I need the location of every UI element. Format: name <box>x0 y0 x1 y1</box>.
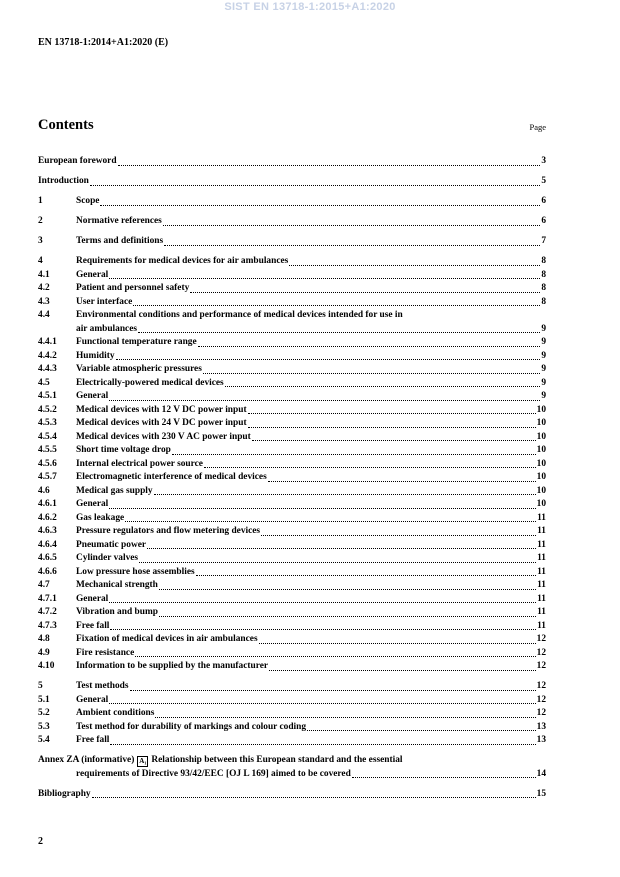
toc-entry[interactable] <box>38 269 546 283</box>
page-column-label: Page <box>529 122 546 132</box>
toc-entry-page: 8 <box>541 296 546 307</box>
toc-entry-text: Introduction <box>38 176 89 186</box>
toc-entry-text: Fire resistance <box>76 647 135 658</box>
toc-entry-text: General <box>76 391 109 401</box>
toc-entry-text: Low pressure hose assemblies <box>76 566 195 577</box>
dot-leader <box>289 265 540 266</box>
toc-entry-page: 8 <box>541 269 546 280</box>
toc-entry[interactable] <box>38 579 546 593</box>
toc-entry[interactable] <box>38 363 546 377</box>
toc-entry-page: 8 <box>541 256 546 266</box>
toc-entry[interactable] <box>38 155 546 169</box>
toc-entry-text: Test method for durability of markings and colour coding <box>76 721 307 732</box>
toc-entry-page: 10 <box>536 404 546 415</box>
toc-entry-page: 10 <box>536 458 546 469</box>
dot-leader <box>225 386 541 387</box>
toc-entry-page: 6 <box>541 196 546 206</box>
dot-leader <box>154 494 536 495</box>
dot-leader <box>130 690 536 691</box>
dot-leader <box>109 703 535 704</box>
watermark: SIST EN 13718-1:2015+A1:2020 <box>224 1 396 13</box>
toc-entry-number: 5.2 <box>38 708 50 718</box>
toc-entry-page: 12 <box>536 647 546 658</box>
toc-entry-page: 10 <box>536 485 546 496</box>
toc-entry[interactable] <box>38 336 546 350</box>
toc-entry-number: 4.7.3 <box>38 620 57 631</box>
dot-leader <box>118 165 541 166</box>
toc-entry-page: 10 <box>536 445 546 455</box>
toc-entry-text: Mechanical strength <box>76 580 158 590</box>
toc-entry-number: 4.5 <box>38 377 50 388</box>
toc-entry-number: 4.7.2 <box>38 607 57 617</box>
dot-leader <box>248 427 536 428</box>
toc-entry-text: Medical devices with 24 V DC power input <box>76 418 247 428</box>
toc-entry-number: 4.1 <box>38 269 50 280</box>
toc-entry-number: 4.6.1 <box>38 499 57 509</box>
toc-entry[interactable] <box>38 552 546 566</box>
toc-entry-text: Ambient conditions <box>76 708 155 718</box>
dot-leader <box>203 373 540 374</box>
toc-entry-page: 12 <box>536 708 546 718</box>
toc-entry-text: Gas leakage <box>76 512 125 523</box>
toc-entry[interactable] <box>38 417 546 431</box>
toc-entry-page: 11 <box>537 566 546 577</box>
dot-leader <box>268 481 536 482</box>
toc-entry-text: Short time voltage drop <box>76 445 171 455</box>
toc-entry[interactable] <box>38 633 546 647</box>
dot-leader <box>92 797 536 798</box>
toc-entry-text: European foreword <box>38 156 117 166</box>
toc-entry-page: 9 <box>541 377 546 388</box>
toc-entry-number: 4.5.5 <box>38 445 57 455</box>
toc-entry[interactable] <box>38 694 546 708</box>
toc-entry-text: Humidity <box>76 350 115 361</box>
toc-entry-text: Free fall <box>76 620 110 631</box>
toc-entry-text: General <box>76 694 109 705</box>
toc-entry-text: Free fall <box>76 735 110 745</box>
toc-entry-number: 4.6.3 <box>38 526 57 536</box>
toc-entry-page: 15 <box>536 788 546 799</box>
document-header: EN 13718-1:2014+A1:2020 (E) <box>38 37 169 48</box>
toc-entry-text: Information to be supplied by the manufacturer <box>76 661 269 671</box>
dot-leader <box>125 521 536 522</box>
dot-leader <box>159 589 536 590</box>
toc-entry-number: 4.7.1 <box>38 593 57 604</box>
toc-entry-text: Medical gas supply <box>76 485 153 496</box>
toc-entry-text: General <box>76 499 109 509</box>
toc-entry[interactable] <box>38 195 546 209</box>
toc-entry[interactable] <box>38 458 546 472</box>
page-title: Contents <box>38 117 94 133</box>
toc-entry-number: 4.3 <box>38 296 50 307</box>
toc-entry-number: 4.5.7 <box>38 472 57 482</box>
toc-entry-number: 1 <box>38 196 43 206</box>
dot-leader <box>164 245 540 246</box>
toc-entry-text: General <box>76 593 109 604</box>
toc-entry-page: 9 <box>541 350 546 361</box>
toc-entry-number: 2 <box>38 216 43 226</box>
toc-entry[interactable] <box>38 309 546 336</box>
toc-entry-page: 3 <box>541 156 546 166</box>
toc-entry-number: 5.1 <box>38 694 50 705</box>
toc-entry-number: 4.7 <box>38 580 50 590</box>
toc-entry-number: 4.2 <box>38 283 50 293</box>
page-number: 2 <box>38 836 43 847</box>
toc-entry[interactable] <box>38 215 546 229</box>
dot-leader <box>252 440 536 441</box>
toc-entry-page: 10 <box>536 499 546 509</box>
toc-entry-text: Normative references <box>76 216 162 226</box>
toc-entry-text: Fixation of medical devices in air ambulances <box>76 634 258 644</box>
toc-entry-text: Electromagnetic interference of medical devices <box>76 472 267 482</box>
toc-entry[interactable] <box>38 235 546 249</box>
toc-entry[interactable] <box>38 296 546 310</box>
toc-entry[interactable] <box>38 660 546 674</box>
toc-entry-number: 4.6.2 <box>38 512 57 523</box>
toc-entry-page: 9 <box>541 364 546 374</box>
dot-leader <box>139 562 536 563</box>
toc-entry-number: 4.9 <box>38 647 50 658</box>
dot-leader <box>109 278 540 279</box>
toc-entry-page: 11 <box>537 607 546 617</box>
toc-entry[interactable] <box>38 485 546 499</box>
toc-entry-page: 12 <box>536 634 546 644</box>
toc-entry[interactable] <box>38 390 546 404</box>
dot-leader <box>352 777 536 778</box>
toc-entry-number: 5 <box>38 681 43 691</box>
toc-entry-page: 6 <box>541 216 546 226</box>
toc-entry-number: 4.6.5 <box>38 553 57 563</box>
toc-entry[interactable] <box>38 788 546 802</box>
toc-entry-page: 12 <box>536 681 546 691</box>
toc-entry-page: 7 <box>541 236 546 246</box>
toc-entry-number: 4.5.4 <box>38 431 57 442</box>
dot-leader <box>163 225 541 226</box>
toc-entry-text: Pneumatic power <box>76 539 147 550</box>
toc-entry[interactable] <box>38 175 546 189</box>
toc-entry-text: Environmental conditions and performance of medical devices intended for use in <box>76 310 403 320</box>
toc-entry[interactable] <box>38 255 546 269</box>
toc-entry[interactable] <box>38 754 546 781</box>
toc-entry[interactable] <box>38 620 546 634</box>
toc-entry[interactable] <box>38 512 546 526</box>
toc-entry-text: Relationship between this European standard and the essential <box>151 755 403 765</box>
dot-leader <box>90 185 540 186</box>
dot-leader <box>133 305 540 306</box>
table-of-contents <box>38 155 546 801</box>
toc-entry-page: 11 <box>537 526 546 536</box>
toc-entry-number: 4.5.2 <box>38 404 57 415</box>
toc-entry[interactable] <box>38 525 546 539</box>
toc-entry-text-continued: air ambulances <box>76 323 138 334</box>
dot-leader <box>109 400 540 401</box>
toc-entry-text: Bibliography <box>38 788 91 799</box>
dot-leader <box>259 643 536 644</box>
toc-entry-number: 4 <box>38 256 43 266</box>
toc-entry-text: Requirements for medical devices for air ambulances <box>76 256 289 266</box>
toc-entry[interactable] <box>38 680 546 694</box>
toc-entry[interactable] <box>38 721 546 735</box>
dot-leader <box>110 629 536 630</box>
toc-entry-page: 11 <box>537 512 546 523</box>
toc-entry-number: 4.8 <box>38 634 50 644</box>
toc-entry-text: Cylinder valves <box>76 553 139 563</box>
toc-entry-page: 12 <box>536 661 546 671</box>
toc-entry-page: 10 <box>536 418 546 428</box>
toc-entry[interactable] <box>38 707 546 721</box>
toc-entry-text: Electrically-powered medical devices <box>76 377 224 388</box>
toc-entry[interactable] <box>38 444 546 458</box>
toc-entry-number: 4.5.6 <box>38 458 57 469</box>
dot-leader <box>138 332 540 333</box>
toc-entry[interactable] <box>38 498 546 512</box>
amendment-icon: A₁ <box>139 757 147 765</box>
dot-leader <box>110 744 535 745</box>
toc-entry-text: Functional temperature range <box>76 337 197 347</box>
dot-leader <box>135 656 535 657</box>
toc-entry-text: Vibration and bump <box>76 607 158 617</box>
toc-entry-page: 8 <box>541 283 546 293</box>
toc-entry[interactable] <box>38 471 546 485</box>
toc-entry-page: 9 <box>541 323 546 334</box>
toc-entry[interactable] <box>38 647 546 661</box>
toc-entry-page: 11 <box>537 539 546 550</box>
toc-entry-page: 10 <box>536 431 546 442</box>
toc-entry-number: 4.5.1 <box>38 391 57 401</box>
toc-entry-text: Annex ZA (informative) <box>38 755 135 765</box>
toc-entry-text: Medical devices with 12 V DC power input <box>76 404 247 415</box>
dot-leader <box>100 205 540 206</box>
toc-entry-number: 4.6.4 <box>38 539 57 550</box>
toc-entry-number: 4.4.1 <box>38 337 57 347</box>
toc-entry[interactable] <box>38 566 546 580</box>
toc-entry-number: 4.10 <box>38 661 55 671</box>
toc-entry-text-continued: requirements of Directive 93/42/EEC [OJ L 169] aimed to be covered <box>76 768 351 779</box>
toc-entry-page: 11 <box>537 593 546 604</box>
toc-entry[interactable] <box>38 593 546 607</box>
toc-entry-page: 9 <box>541 391 546 401</box>
toc-entry-number: 3 <box>38 236 43 246</box>
toc-entry[interactable] <box>38 404 546 418</box>
toc-entry-text: Variable atmospheric pressures <box>76 364 202 374</box>
dot-leader <box>204 467 536 468</box>
toc-entry-number: 4.4.3 <box>38 364 57 374</box>
dot-leader <box>147 548 536 549</box>
dot-leader <box>109 508 535 509</box>
toc-entry[interactable] <box>38 734 546 748</box>
toc-entry-page: 5 <box>541 176 546 186</box>
dot-leader <box>172 454 536 455</box>
toc-entry-page: 11 <box>537 553 546 563</box>
toc-entry[interactable] <box>38 282 546 296</box>
toc-entry-page: 12 <box>536 694 546 705</box>
dot-leader <box>116 359 541 360</box>
toc-entry-text: Internal electrical power source <box>76 458 203 469</box>
toc-entry-number: 5.3 <box>38 721 50 732</box>
dot-leader <box>159 616 536 617</box>
toc-entry[interactable] <box>38 377 546 391</box>
toc-entry-number: 4.4.2 <box>38 350 57 361</box>
toc-entry-text: Patient and personnel safety <box>76 283 190 293</box>
toc-entry[interactable] <box>38 539 546 553</box>
toc-entry-text: General <box>76 269 109 280</box>
dot-leader <box>155 717 535 718</box>
toc-entry-number: 4.6 <box>38 485 50 496</box>
toc-entry-page: 14 <box>536 768 546 779</box>
toc-entry-page: 11 <box>537 580 546 590</box>
dot-leader <box>307 730 536 731</box>
dot-leader <box>190 292 540 293</box>
toc-entry[interactable] <box>38 431 546 445</box>
toc-entry-text: Medical devices with 230 V AC power input <box>76 431 251 442</box>
dot-leader <box>261 535 536 536</box>
dot-leader <box>109 602 536 603</box>
dot-leader <box>198 346 541 347</box>
toc-entry[interactable] <box>38 606 546 620</box>
toc-entry-number: 5.4 <box>38 735 50 745</box>
toc-entry-text: Terms and definitions <box>76 236 164 246</box>
toc-entry-text: User interface <box>76 296 133 307</box>
toc-entry-number: 4.5.3 <box>38 418 57 428</box>
dot-leader <box>248 413 536 414</box>
toc-entry[interactable] <box>38 350 546 364</box>
dot-leader <box>196 575 536 576</box>
toc-entry-page: 13 <box>536 735 546 745</box>
toc-entry-text: Scope <box>76 196 100 206</box>
toc-entry-page: 11 <box>537 620 546 631</box>
toc-entry-text: Pressure regulators and flow metering devices <box>76 526 261 536</box>
toc-entry-number: 4.4 <box>38 310 50 320</box>
toc-entry-page: 9 <box>541 337 546 347</box>
toc-entry-page: 10 <box>536 472 546 482</box>
toc-entry-page: 13 <box>536 721 546 732</box>
toc-entry-text: Test methods <box>76 681 129 691</box>
dot-leader <box>269 670 536 671</box>
toc-entry-number: 4.6.6 <box>38 566 57 577</box>
